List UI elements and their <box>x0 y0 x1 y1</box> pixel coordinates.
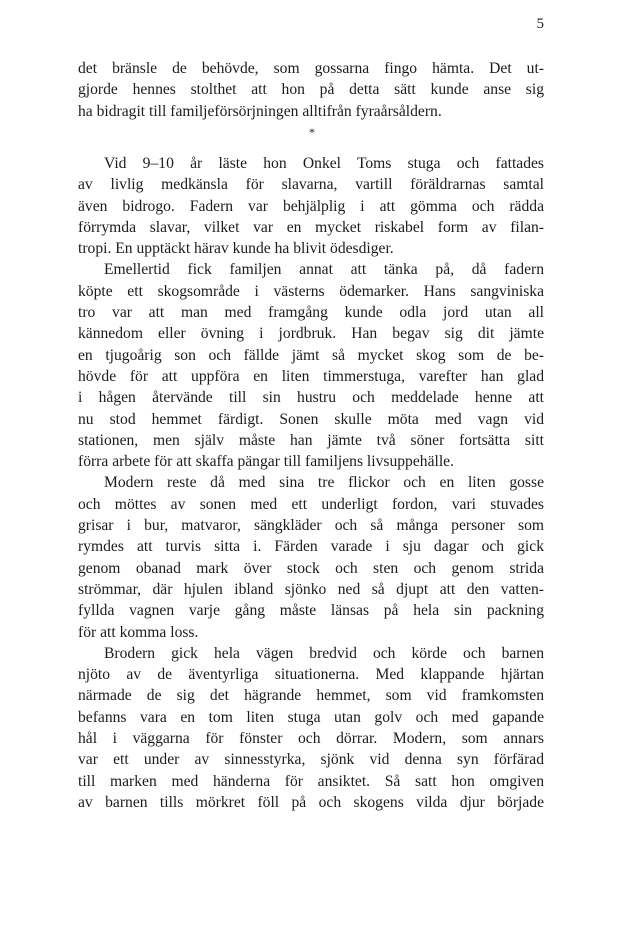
text-line: njöto av de äventyrliga situationerna. Med klappande hjärtan <box>78 666 544 684</box>
text-line: förra arbete för att skaffa pängar till familjens livsuppehälle. <box>78 453 454 471</box>
text-line: närmade de sig det hägrande hemmet, som vid framkomsten <box>78 687 544 705</box>
text-line: strömmar, där hjulen ibland sjönko ned så djupt att den vatten- <box>78 580 544 598</box>
text-line: av barnen tills mörkret föll på och skogens vilda djur började <box>78 793 544 811</box>
text-line: för att komma loss. <box>78 623 199 641</box>
text-line: ha bidragit till familjeförsörjningen alltifrån fyraårsåldern. <box>78 102 442 120</box>
text-line: stationen, men själv måste han jämte två söner fortsätta sitt <box>78 431 544 449</box>
paragraph-start-line: Brodern gick hela vägen bredvid och körde och barnen <box>104 644 544 662</box>
text-line: kännedom eller övning i jordbruk. Han begav sig dit jämte <box>78 325 544 343</box>
text-line: fyllda vagnen varje gång måste länsas på hela sin packning <box>78 602 544 620</box>
intro-paragraph <box>78 58 544 122</box>
body-text <box>78 153 544 813</box>
paragraph-start-line: Vid 9–10 år läste hon Onkel Toms stuga och fattades <box>104 155 544 172</box>
text-line: grisar i bur, matvaror, sängkläder och så många personer som <box>78 517 544 535</box>
text-line: det bränsle de behövde, som gossarna fingo hämta. Det ut- <box>78 60 544 77</box>
paragraph-start-line: Modern reste då med sina tre flickor och en liten gosse <box>104 474 544 492</box>
text-line: förrymda slavar, vilket var en mycket riskabel form av filan- <box>78 218 544 236</box>
text-line: gjorde hennes stolthet att hon på detta sätt kunde anse sig <box>78 81 544 99</box>
text-line: hål i väggarna för fönster och dörrar. Modern, som annars <box>78 730 544 748</box>
text-line: även bidrogo. Fadern var behjälplig i att gömma och rädda <box>78 197 544 215</box>
text-line: till marken med händerna för ansiktet. Så satt hon omgiven <box>78 772 544 790</box>
paragraph-start-line: Emellertid fick familjen annat att tänka på, då fadern <box>104 261 544 279</box>
text-line: i hågen återvände till sin hustru och meddelade henne att <box>78 389 544 407</box>
text-line: genom obanad mark över stock och sten och genom strida <box>78 559 544 577</box>
text-line: och möttes av sonen med ett underligt fordon, vari stuvades <box>78 495 544 513</box>
text-line: tro var att man med framgång kunde odla jord utan all <box>78 304 544 322</box>
text-line: köpte ett skogsområde i västerns ödemarker. Hans sangviniska <box>78 282 544 300</box>
text-line: var ett under av sinnesstyrka, sjönk vid denna syn förfärad <box>78 751 544 769</box>
text-line: rymdes att turvis sitta i. Färden varade i sju dagar och gick <box>78 538 544 556</box>
text-line: tropi. En upptäckt härav kunde ha blivit ödesdiger. <box>78 240 394 258</box>
text-line: befanns vara en tom liten stuga utan golv och med gapande <box>78 708 544 726</box>
text-line: av livlig medkänsla för slavarna, vartill föräldrarnas samtal <box>78 176 544 194</box>
section-separator-asterisk: * <box>309 125 315 139</box>
text-line: en tjugoårig son och fällde jämt så mycket skog som de be- <box>78 346 544 364</box>
text-line: hövde för att uppföra en liten timmerstuga, varefter han glad <box>78 367 544 385</box>
page-number: 5 <box>536 16 544 32</box>
text-line: nu stod hemmet färdigt. Sonen skulle möta med vagn vid <box>78 410 544 428</box>
